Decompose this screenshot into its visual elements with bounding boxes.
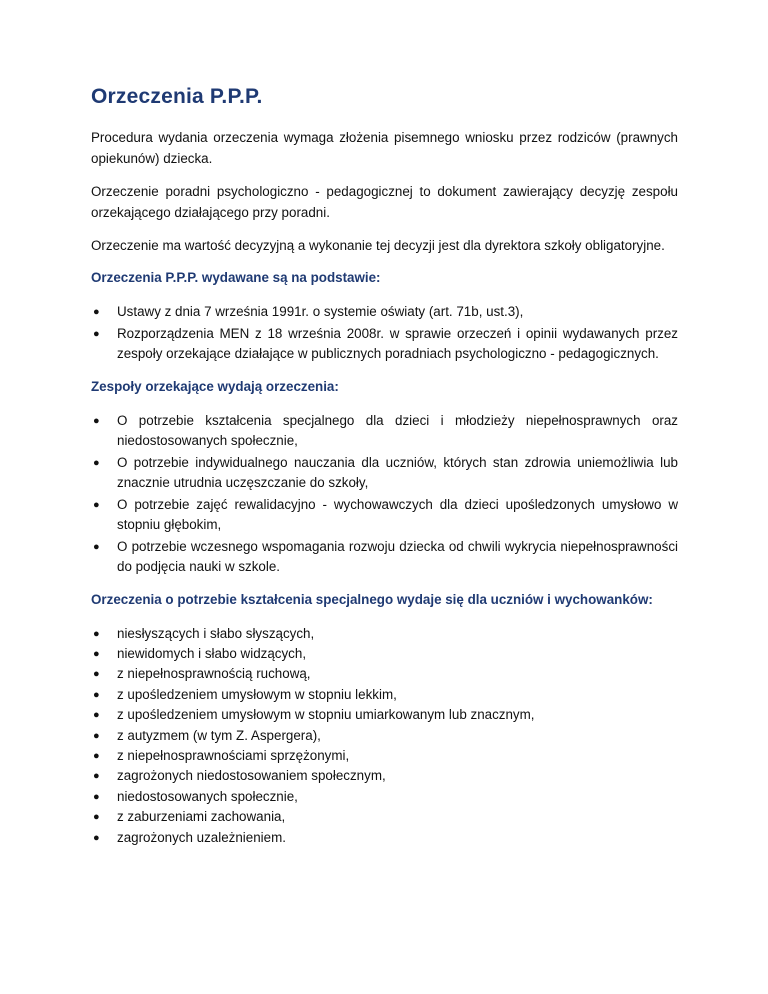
paragraph-definition: Orzeczenie poradni psychologiczno - pedagogicznej to dokument zawierający decyzję zespołu orzekającego działającego przy poradni. [91,184,678,220]
list-item-text: O potrzebie zajęć rewalidacyjno - wychowawczych dla dzieci upośledzonych umysłowo w stopniu głębokim, [117,496,678,532]
list-item-text: zagrożonych niedostosowaniem społecznym, [117,768,386,784]
list-item [91,787,678,807]
list-item [91,453,678,494]
list-item-text: z upośledzeniem umysłowym w stopniu umiarkowanym lub znacznym, [117,707,535,723]
list-item-text: niedostosowanych społecznie, [117,788,298,804]
paragraph-obligation: Orzeczenie ma wartość decyzyjną a wykonanie tej decyzji jest dla dyrektora szkoły obligatoryjne. [91,238,665,253]
list-item-text: niesłyszących i słabo słyszących, [117,625,315,641]
teams-list [91,411,678,578]
bullet-dot-icon: ● [93,709,100,722]
list-item-text: zagrożonych uzależnieniem. [117,829,286,845]
paragraph-procedure: Procedura wydania orzeczenia wymaga złożenia pisemnego wniosku przez rodziców (prawnych opiekunów) dziecka. [91,130,678,166]
list-item [91,324,678,365]
list-item-text: Ustawy z dnia 7 września 1991r. o systemie oświaty (art. 71b, ust.3), [117,304,524,319]
list-item [91,766,678,786]
list-item [91,537,678,578]
bullet-dot-icon: ● [93,811,100,824]
bullet-dot-icon: ● [93,306,100,318]
bullet-dot-icon: ● [93,770,100,783]
legal-basis-list [91,302,678,365]
bullet-dot-icon: ● [93,668,100,681]
list-item-text: z upośledzeniem umysłowym w stopniu lekkim, [117,686,397,702]
document-page [91,82,678,860]
bullet-dot-icon: ● [93,498,100,511]
list-item [91,705,678,725]
bullet-dot-icon: ● [93,540,100,553]
bullet-dot-icon: ● [93,456,100,469]
list-item [91,828,678,848]
page-title: Orzeczenia P.P.P. [91,85,263,108]
list-item-text: O potrzebie wczesnego wspomagania rozwoju dziecka od chwili wykrycia niepełnosprawności do podjęcia nauki w szkole. [117,538,678,574]
list-item [91,726,678,746]
bullet-dot-icon: ● [93,729,100,742]
bullet-dot-icon: ● [93,627,100,640]
list-item [91,495,678,536]
bullet-dot-icon: ● [93,327,100,340]
list-item-text: O potrzebie indywidualnego nauczania dla uczniów, których stan zdrowia uniemożliwia lub znacznie utrudnia uczęszczanie do szkoły, [117,454,678,490]
list-item [91,664,678,684]
list-item [91,685,678,705]
list-item-text: z autyzmem (w tym Z. Aspergera), [117,727,321,743]
list-item-text: O potrzebie kształcenia specjalnego dla dzieci i młodzieży niepełnosprawnych oraz niedostosowanych społecznie, [117,412,678,448]
list-item [91,302,678,323]
students-list [91,624,678,848]
list-item [91,807,678,827]
bullet-dot-icon: ● [93,790,100,803]
list-item-text: niewidomych i słabo widzących, [117,645,307,661]
bullet-dot-icon: ● [93,831,100,844]
bullet-dot-icon: ● [93,647,100,660]
section-heading-teams: Zespoły orzekające wydają orzeczenia: [91,378,339,394]
bullet-dot-icon: ● [93,749,100,762]
list-item-text: z zaburzeniami zachowania, [117,809,286,825]
bullet-dot-icon: ● [93,688,100,701]
list-item-text: z niepełnosprawnościami sprzężonymi, [117,747,350,763]
list-item [91,624,678,644]
list-item [91,644,678,664]
list-item-text: Rozporządzenia MEN z 18 września 2008r. w sprawie orzeczeń i opinii wydawanych przez zespoły orzekające działające w publicznych poradniach psychologiczno - pedagogicznych. [117,325,678,361]
list-item-text: z niepełnosprawnością ruchową, [117,666,311,682]
section-heading-legal-basis: Orzeczenia P.P.P. wydawane są na podstawie: [91,270,381,285]
list-item [91,411,678,452]
section-heading-special-education: Orzeczenia o potrzebie kształcenia specjalnego wydaje się dla uczniów i wychowanków: [91,591,653,607]
list-item [91,746,678,766]
bullet-dot-icon: ● [93,414,100,427]
